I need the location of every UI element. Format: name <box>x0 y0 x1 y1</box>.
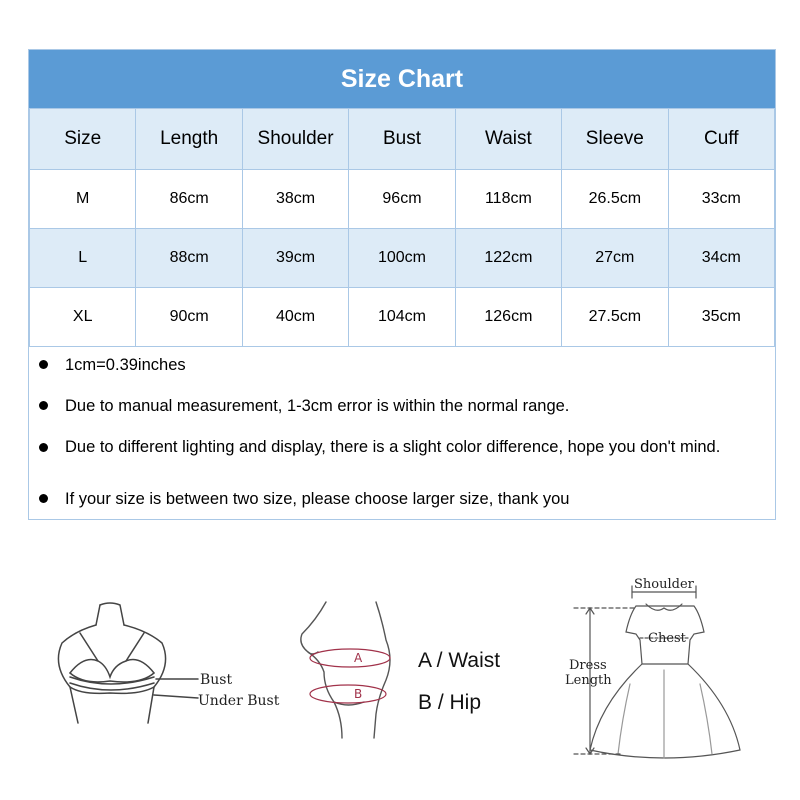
note-text: If your size is between two size, please choose larger size, thank you <box>65 490 570 508</box>
table-cell: 38cm <box>242 170 348 229</box>
hip-illustration <box>290 598 520 748</box>
note-text: Due to different lighting and display, there is a slight color difference, hope you don't mind. <box>65 438 721 456</box>
bullet-icon <box>39 443 48 452</box>
note-text: Due to manual measurement, 1-3cm error is within the normal range. <box>65 397 570 415</box>
column-header-sleeve: Sleeve <box>562 109 668 170</box>
table-cell: 100cm <box>349 229 455 288</box>
table-cell: 88cm <box>136 229 242 288</box>
chest-label: Chest <box>648 631 686 646</box>
table-row <box>30 288 775 347</box>
waist-label: A / Waist <box>418 649 501 672</box>
torso-bra-icon <box>40 595 300 735</box>
chart-title: Size Chart <box>29 50 775 108</box>
column-header-bust: Bust <box>349 109 455 170</box>
hip-b-letter: B <box>354 687 363 701</box>
list-item <box>39 396 769 416</box>
hip-a-letter: A <box>354 651 363 665</box>
note-text: 1cm=0.39inches <box>65 356 186 374</box>
column-header-shoulder: Shoulder <box>242 109 348 170</box>
column-header-size: Size <box>30 109 136 170</box>
column-header-length: Length <box>136 109 242 170</box>
column-header-waist: Waist <box>455 109 561 170</box>
dress-length-label-line2: Length <box>565 673 612 688</box>
bust-illustration <box>40 595 300 735</box>
table-cell: 34cm <box>668 229 774 288</box>
table-cell: 122cm <box>455 229 561 288</box>
shoulder-label: Shoulder <box>634 577 694 592</box>
under-bust-label: Under Bust <box>198 693 280 709</box>
hip-body-icon <box>290 598 400 748</box>
list-item <box>39 437 769 468</box>
column-header-cuff: Cuff <box>668 109 774 170</box>
size-table <box>29 108 775 347</box>
table-cell: 35cm <box>668 288 774 347</box>
bullet-icon <box>39 401 48 410</box>
table-cell: 40cm <box>242 288 348 347</box>
table-cell: XL <box>30 288 136 347</box>
table-cell: 96cm <box>349 170 455 229</box>
table-cell: 27.5cm <box>562 288 668 347</box>
table-cell: L <box>30 229 136 288</box>
table-row <box>30 229 775 288</box>
table-cell: 118cm <box>455 170 561 229</box>
header-row <box>30 109 775 170</box>
size-chart <box>28 49 776 520</box>
bust-label: Bust <box>200 672 233 688</box>
table-row <box>30 170 775 229</box>
table-cell: 90cm <box>136 288 242 347</box>
bullet-icon <box>39 360 48 369</box>
list-item <box>39 355 769 375</box>
table-cell: 86cm <box>136 170 242 229</box>
table-cell: 126cm <box>455 288 561 347</box>
list-item <box>39 489 769 509</box>
dress-illustration <box>560 574 780 764</box>
table-cell: 104cm <box>349 288 455 347</box>
table-cell: M <box>30 170 136 229</box>
table-cell: 39cm <box>242 229 348 288</box>
dress-length-label-line1: Dress <box>569 658 607 673</box>
table-cell: 26.5cm <box>562 170 668 229</box>
table-cell: 33cm <box>668 170 774 229</box>
notes-list <box>29 347 775 519</box>
table-cell: 27cm <box>562 229 668 288</box>
hip-label: B / Hip <box>418 691 482 714</box>
bullet-icon <box>39 494 48 503</box>
